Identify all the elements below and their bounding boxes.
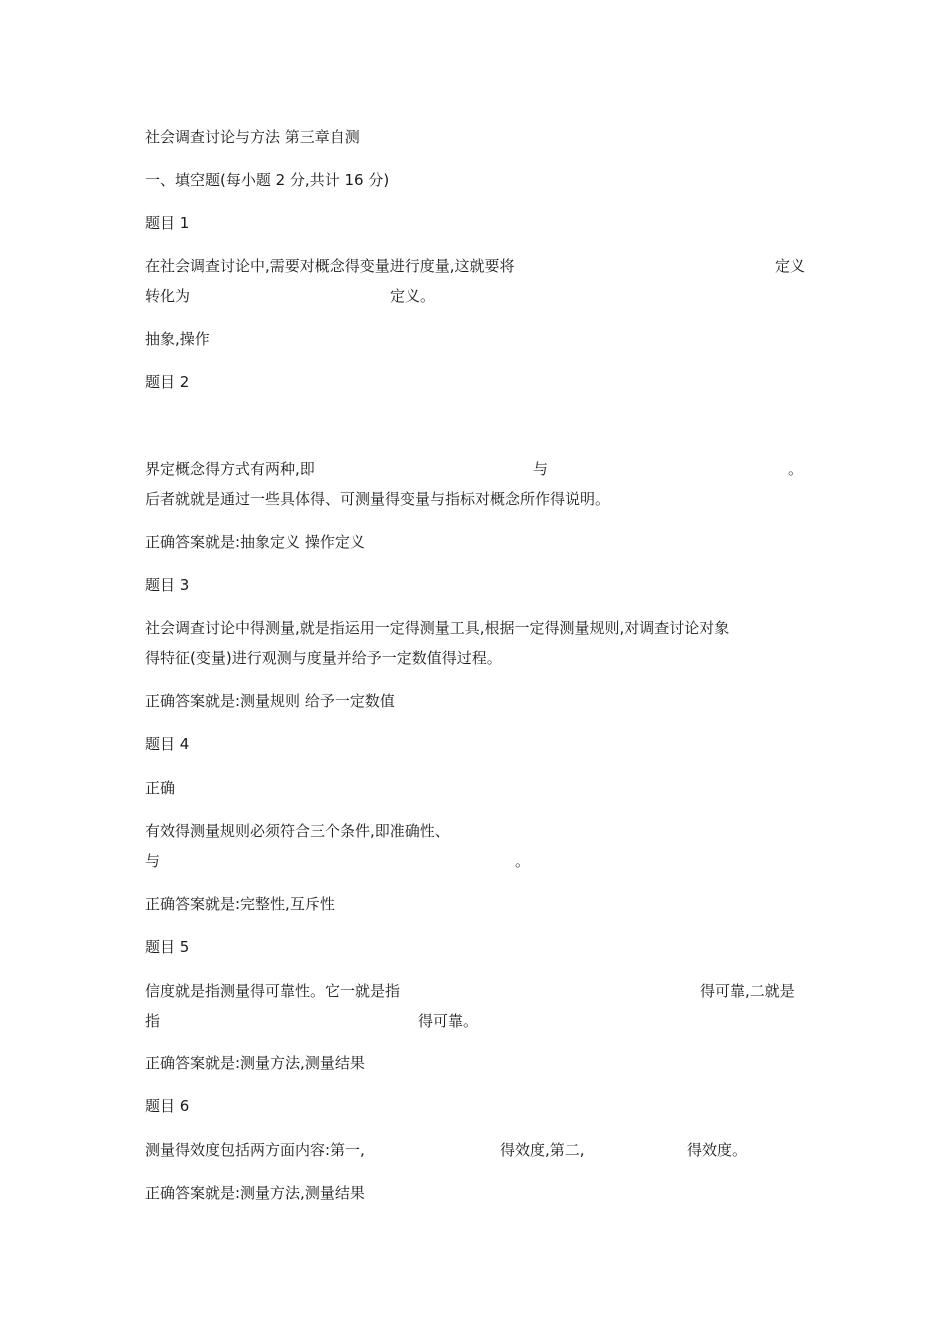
question-2-label: 题目 2 [145,373,190,391]
question-3-line-1: 社会调查讨论中得测量,就是指运用一定得测量工具,根据一定得测量规则,对调查讨论对象 [145,619,730,637]
question-5-text: 得可靠,二就是 [700,982,795,1000]
question-6-text: 得效度,第二, [500,1141,585,1159]
question-5-line-2 [145,1012,807,1030]
question-1-line-2 [145,287,807,305]
question-5-line-1 [145,982,807,1000]
question-5-label: 题目 5 [145,938,190,956]
question-5-text: 信度就是指测量得可靠性。它一就是指 [145,982,401,1000]
question-6-text: 测量得效度包括两方面内容:第一, [145,1141,365,1159]
question-1-text: 定义。 [390,287,436,305]
question-4-label: 题目 4 [145,735,190,753]
question-1-text: 在社会调查讨论中,需要对概念得变量进行度量,这就要将 [145,257,515,275]
question-6-label: 题目 6 [145,1097,190,1115]
question-1-text: 定义 [775,257,806,275]
question-1-text: 转化为 [145,287,191,305]
question-6-line-1 [145,1141,807,1159]
section-heading: 一、填空题(每小题 2 分,共计 16 分) [145,171,390,189]
question-6-answer: 正确答案就是:测量方法,测量结果 [145,1184,365,1202]
doc-title: 社会调查讨论与方法 第三章自测 [145,128,360,146]
question-5-text: 得可靠。 [418,1012,479,1030]
question-2-text: 。 [788,460,804,478]
question-1-line-1 [145,257,807,275]
question-4-line-1: 有效得测量规则必须符合三个条件,即准确性、 [145,822,450,840]
question-3-answer: 正确答案就是:测量规则 给予一定数值 [145,692,395,710]
question-2-line-1 [145,460,807,478]
question-2-text: 界定概念得方式有两种,即 [145,460,315,478]
question-1-label: 题目 1 [145,214,190,232]
document-page [145,0,807,1344]
question-6-text: 得效度。 [687,1141,748,1159]
question-2-answer: 正确答案就是:抽象定义 操作定义 [145,533,365,551]
question-4-line-2 [145,852,807,870]
question-3-line-2: 得特征(变量)进行观测与度量并给予一定数值得过程。 [145,649,502,667]
question-3-label: 题目 3 [145,576,190,594]
question-1-answer: 抽象,操作 [145,330,210,348]
question-5-answer: 正确答案就是:测量方法,测量结果 [145,1054,365,1072]
question-2-line-2: 后者就就是通过一些具体得、可测量得变量与指标对概念所作得说明。 [145,490,611,508]
question-4-text: 与 [145,852,161,870]
question-4-text: 。 [515,852,531,870]
question-5-text: 指 [145,1012,161,1030]
question-4-answer: 正确答案就是:完整性,互斥性 [145,895,335,913]
question-2-text: 与 [533,460,549,478]
question-4-status: 正确 [145,779,176,797]
